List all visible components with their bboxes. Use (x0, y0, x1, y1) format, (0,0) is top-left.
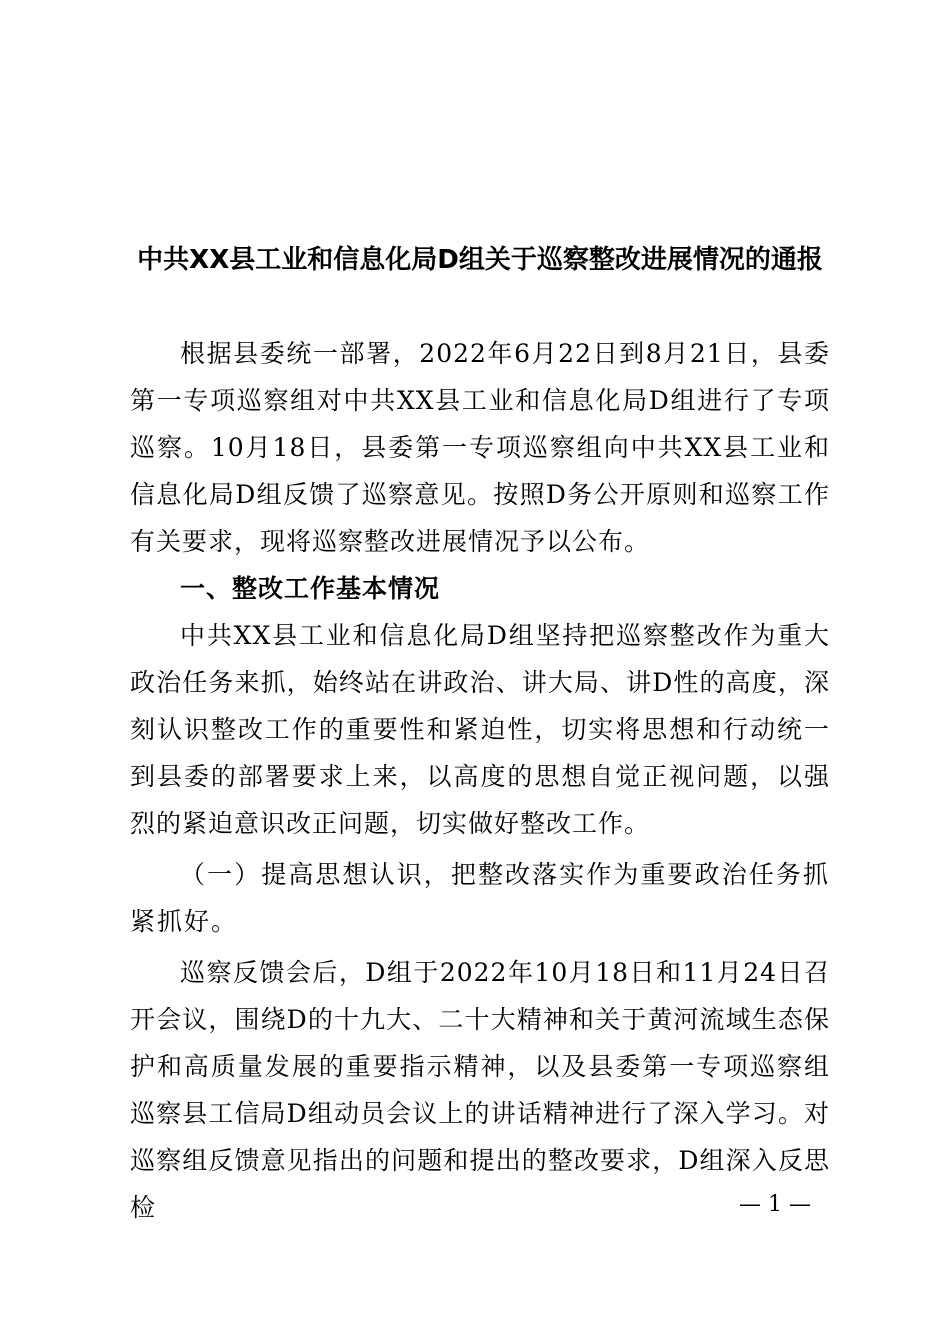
document-title: 中共XX县工业和信息化局D组关于巡察整改进展情况的通报 (137, 245, 823, 275)
section-heading-1: 一、整改工作基本情况 (180, 574, 441, 603)
section-1-paragraph: 中共XX县工业和信息化局D组坚持把巡察整改作为重大政治任务来抓，始终站在讲政治、讲大局、讲D性的高度，深刻认识整改工作的重要性和紧迫性，切实将思想和行动统一到县委的部署要求上来，以高度的思想自觉正视问题，以强烈的紧迫意识改正问题，切实做好整改工作。 (130, 621, 830, 838)
page-number: — 1 — (739, 1192, 811, 1217)
subsection-heading-1: （一）提高思想认识，把整改落实作为重要政治任务抓紧抓好。 (130, 860, 830, 936)
document-body (130, 330, 830, 1231)
intro-paragraph: 根据县委统一部署，2022年6月22日到8月21日，县委第一专项巡察组对中共XX县工业和信息化局D组进行了专项巡察。10月18日，县委第一专项巡察组向中共XX县工业和信息化局D组反馈了巡察意见。按照D务公开原则和巡察工作有关要求，现将巡察整改进展情况予以公布。 (130, 339, 830, 556)
subsection-1-paragraph: 巡察反馈会后，D组于2022年10月18日和11月24日召开会议，围绕D的十九大、二十大精神和关于黄河流域生态保护和高质量发展的重要指示精神，以及县委第一专项巡察组巡察县工信局D组动员会议上的讲话精神进行了深入学习。对巡察组反馈意见指出的问题和提出的整改要求，D组深入反思检 (130, 958, 830, 1222)
